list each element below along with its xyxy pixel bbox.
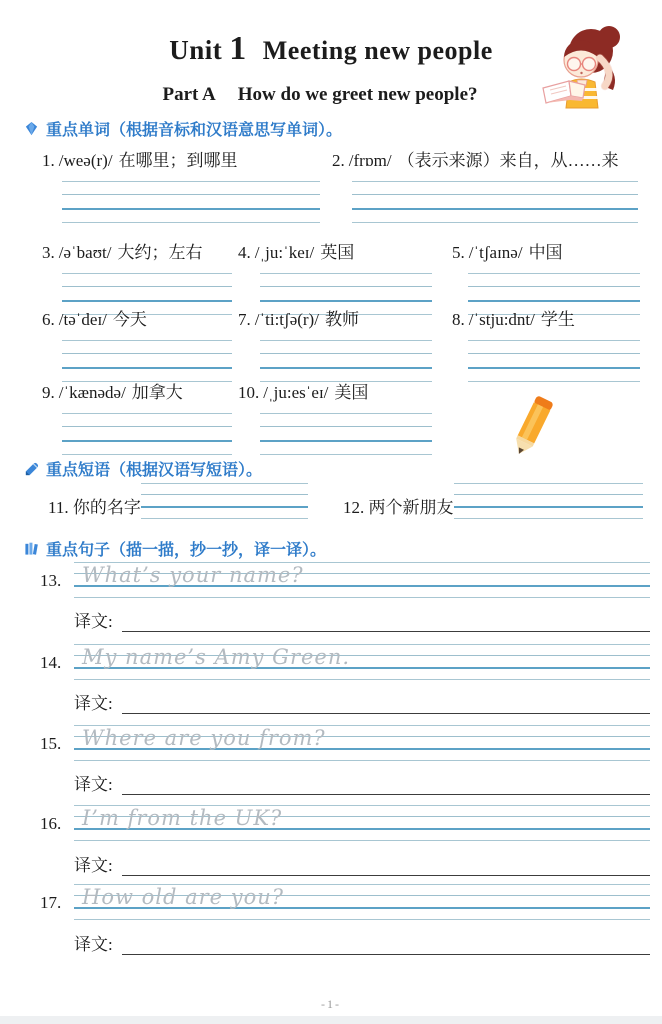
- section-sentences-title: 重点句子（描一描，抄一抄，译一译）。: [46, 542, 327, 559]
- word-item: [452, 305, 640, 382]
- section-phrases-title: 重点短语（根据汉语写短语）。: [46, 462, 263, 479]
- word-meaning: 英国: [320, 243, 355, 262]
- sentence-number: 17.: [40, 893, 62, 912]
- word-number: 6.: [42, 310, 55, 329]
- pencil-icon: [497, 389, 567, 466]
- translation-row: [74, 931, 650, 955]
- section-words-title: 重点单词（根据音标和汉语意思写单词）。: [46, 122, 343, 139]
- trace-sentence: My name’s Amy Green.: [82, 645, 351, 669]
- word-item: [238, 378, 432, 455]
- word-phonetic: /ˈti:tʃə(r)/: [254, 310, 319, 329]
- unit-name: Meeting new people: [262, 36, 493, 65]
- word-meaning: 加拿大: [131, 383, 183, 402]
- translation-blank-line: [122, 689, 650, 714]
- word-item: [42, 146, 320, 223]
- word-item: [238, 238, 432, 315]
- section-words-header: [24, 117, 342, 140]
- translation-label: 译文:: [74, 694, 113, 713]
- word-item: [42, 305, 232, 382]
- sentence-item: [40, 884, 650, 920]
- translation-label: 译文:: [74, 612, 113, 631]
- part-question: How do we greet new people?: [237, 84, 478, 105]
- unit-label: Unit: [169, 35, 223, 65]
- phrase-text: 你的名字: [72, 498, 141, 517]
- word-number: 7.: [238, 310, 251, 329]
- word-phonetic: /weə(r)/: [58, 151, 113, 170]
- sentence-number: 16.: [40, 814, 62, 833]
- word-meaning: 美国: [334, 383, 369, 402]
- translation-label: 译文:: [74, 935, 113, 954]
- word-item: [332, 146, 638, 223]
- word-number: 8.: [452, 310, 465, 329]
- word-number: 9.: [42, 383, 55, 402]
- trace-sentence: Where are you from?: [82, 726, 326, 750]
- word-item: [238, 305, 432, 382]
- word-phonetic: /ˈtʃaɪnə/: [468, 243, 523, 262]
- word-meaning: 中国: [528, 243, 563, 262]
- trace-sentence: What’s your name?: [82, 563, 304, 587]
- translation-row: [74, 608, 650, 632]
- gem-icon: [24, 121, 39, 136]
- word-meaning: 教师: [324, 310, 359, 329]
- sentence-item: [40, 562, 650, 598]
- word-phonetic: /ˈkænədə/: [58, 383, 126, 402]
- sentence-number: 13.: [40, 571, 62, 590]
- word-number: 4.: [238, 243, 251, 262]
- four-line-writing-area: [260, 413, 432, 455]
- phrase-item: [48, 483, 308, 519]
- word-meaning: 大约；左右: [117, 243, 203, 262]
- word-number: 10.: [238, 383, 260, 402]
- word-meaning: 今天: [112, 310, 147, 329]
- four-line-writing-area: [62, 340, 232, 382]
- translation-blank-line: [122, 851, 650, 876]
- word-number: 1.: [42, 151, 55, 170]
- word-phonetic: /ˌju:ˈkeɪ/: [254, 243, 315, 262]
- unit-number: 1: [229, 30, 247, 67]
- translation-label: 译文:: [74, 856, 113, 875]
- translation-label: 译文:: [74, 775, 113, 794]
- translation-blank-line: [122, 607, 650, 632]
- sentence-item: [40, 644, 650, 680]
- word-number: 2.: [332, 151, 345, 170]
- translation-row: [74, 771, 650, 795]
- trace-sentence: I’m from the UK?: [82, 806, 283, 830]
- phrase-text: 两个新朋友: [368, 498, 454, 517]
- word-phonetic: /frɒm/: [348, 151, 392, 170]
- sentence-item: [40, 805, 650, 841]
- word-phonetic: /ˌju:esˈeɪ/: [263, 383, 329, 402]
- word-item: [452, 238, 640, 315]
- translation-row: [74, 852, 650, 876]
- section-sentences-header: [24, 537, 326, 560]
- part-label: Part A: [162, 84, 216, 105]
- translation-blank-line: [122, 930, 650, 955]
- word-number: 5.: [452, 243, 465, 262]
- four-line-writing-area: [352, 181, 638, 223]
- four-line-writing-area: [454, 483, 644, 519]
- word-meaning: 学生: [540, 310, 575, 329]
- four-line-writing-area: [62, 181, 320, 223]
- books-icon: [24, 541, 39, 556]
- four-line-writing-area: [62, 413, 232, 455]
- word-phonetic: /təˈdeɪ/: [58, 310, 107, 329]
- phrase-item: [343, 483, 643, 519]
- translation-row: [74, 690, 650, 714]
- page-bottom-edge: [0, 1016, 662, 1024]
- word-number: 3.: [42, 243, 55, 262]
- girl-reading-illustration: [533, 24, 641, 110]
- word-item: [42, 238, 232, 315]
- four-line-writing-area: [468, 340, 640, 382]
- word-phonetic: /ˈstju:dnt/: [468, 310, 535, 329]
- word-meaning: （表示来源）来自，从……来: [397, 151, 619, 170]
- word-item: [42, 378, 232, 455]
- section-phrases-header: [24, 457, 262, 480]
- word-phonetic: /əˈbaʊt/: [58, 243, 112, 262]
- sentence-item: [40, 725, 650, 761]
- sentence-number: 14.: [40, 653, 62, 672]
- word-meaning: 在哪里；到哪里: [118, 151, 238, 170]
- book-pen-icon: [24, 461, 39, 476]
- page-number: -1-: [321, 997, 341, 1011]
- trace-sentence: How old are you?: [82, 885, 285, 909]
- phrase-number: 11.: [48, 498, 69, 517]
- four-line-writing-area: [141, 483, 308, 519]
- phrase-number: 12.: [343, 498, 365, 517]
- sentence-number: 15.: [40, 734, 62, 753]
- translation-blank-line: [122, 770, 650, 795]
- four-line-writing-area: [260, 340, 432, 382]
